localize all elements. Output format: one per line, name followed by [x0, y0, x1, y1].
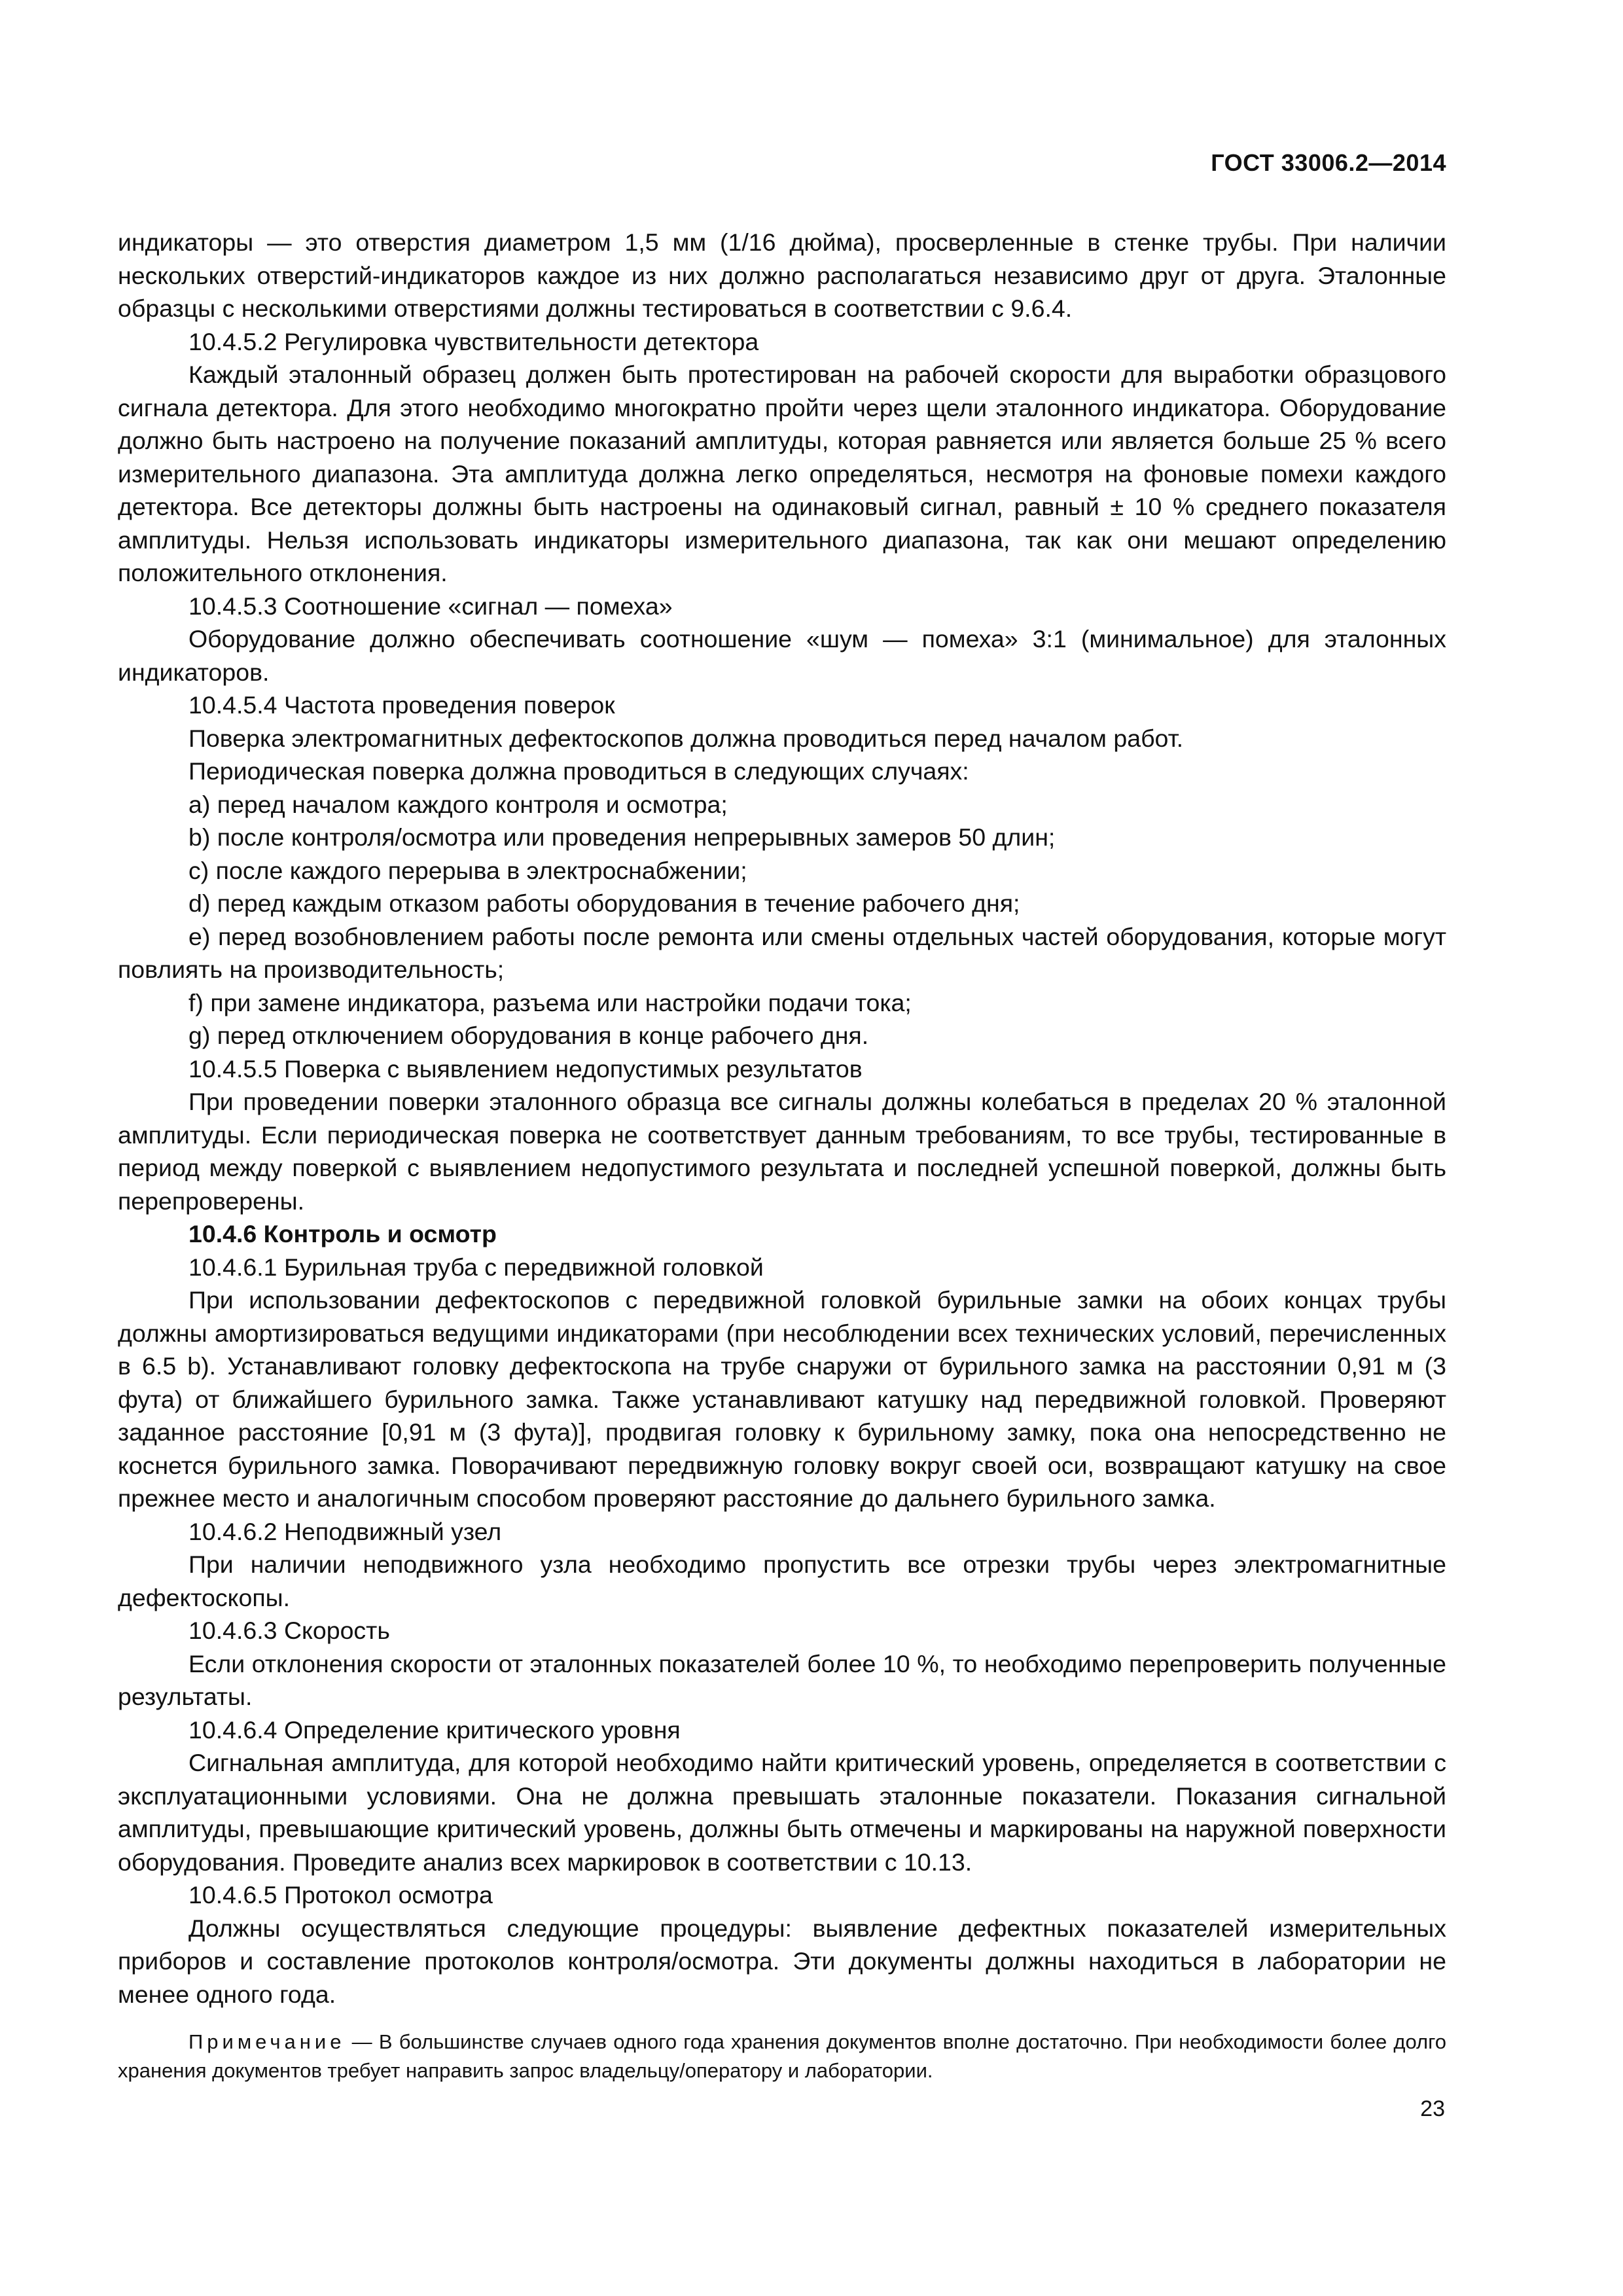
section-heading-bold: 10.4.6 Контроль и осмотр	[188, 1220, 497, 1247]
section-heading: 10.4.6.2 Неподвижный узел	[188, 1517, 502, 1545]
section-heading: 10.4.6.4 Определение критического уровня	[188, 1715, 681, 1744]
list-item: b) после контроля/осмотра или проведения непрерывных замеров 50 длин;	[188, 823, 1056, 851]
list-item: d) перед каждым отказом работы оборудования в течение рабочего дня;	[188, 889, 1020, 917]
list-item: a) перед началом каждого контроля и осмотра;	[188, 790, 728, 818]
section-heading: 10.4.5.4 Частота проведения поверок	[188, 691, 615, 719]
paragraph: Оборудование должно обеспечивать соотношение «шум — помеха» 3:1 (минимальное) для эталонных индикаторов.	[118, 625, 1446, 686]
list-item: c) после каждого перерыва в электроснабжении;	[188, 856, 747, 884]
paragraph: Сигнальная амплитуда, для которой необходимо найти критический уровень, определяется в соответствии с эксплуатационными условиями. Она не должна превышать эталонные показатели. Показания сигнальной амплитуды, превышающие критический уровень, должны быть отмечены и маркированы на наружной поверхности оборудования. Проведите анализ всех маркировок в соответствии с 10.13.	[118, 1749, 1446, 1876]
section-heading: 10.4.5.2 Регулировка чувствительности детектора	[188, 327, 759, 355]
section-heading: 10.4.6.1 Бурильная труба с передвижной головкой	[188, 1253, 764, 1281]
paragraph: При наличии неподвижного узла необходимо пропустить все отрезки трубы через электромагнитные дефектоскопы.	[118, 1551, 1446, 1611]
paragraph: Должны осуществляться следующие процедуры: выявление дефектных показателей измерительных приборов и составление протоколов контроля/осмотра. Эти документы должны находиться в лаборатории не менее одного года.	[118, 1914, 1446, 2008]
list-item: e) перед возобновлением работы после ремонта или смены отдельных частей оборудования, которые могут повлиять на производительность;	[118, 922, 1446, 983]
body-text	[118, 226, 1446, 2085]
note-label: Примечание	[188, 2030, 346, 2053]
section-heading: 10.4.6.5 Протокол осмотра	[188, 1881, 493, 1909]
paragraph: Периодическая поверка должна проводиться в следующих случаях:	[188, 757, 969, 785]
page-number: 23	[1420, 2096, 1445, 2121]
section-heading: 10.4.5.5 Поверка с выявлением недопустимых результатов	[188, 1054, 863, 1083]
note-text: — В большинстве случаев одного года хранения документов вполне достаточно. При необходимости более долго хранения документов требует направить запрос владельцу/оператору и лаборатории.	[118, 2030, 1446, 2082]
note	[118, 2028, 1446, 2085]
section-heading: 10.4.5.3 Соотношение «сигнал — помеха»	[188, 592, 673, 620]
paragraph: При использовании дефектоскопов с передвижной головкой бурильные замки на обоих концах трубы должны амортизироваться ведущими индикаторами (при несоблюдении всех технических условий, перечисленных в 6.5 b). Устанавливают головку дефектоскопа на трубе снаружи от бурильного замка на расстоянии 0,91 м (3 фута) от ближайшего бурильного замка. Также устанавливают катушку над передвижной головкой. Проверяют заданное расстояние [0,91 м (3 фута)], продвигая головку к бурильному замку, пока она непосредственно не коснется бурильного замка. Поворачивают передвижную головку вокруг своей оси, возвращают катушку на свое прежнее место и аналогичным способом проверяют расстояние до дальнего бурильного замка.	[118, 1286, 1446, 1512]
list-item: f) при замене индикатора, разъема или настройки подачи тока;	[188, 988, 912, 1016]
paragraph: Каждый эталонный образец должен быть протестирован на рабочей скорости для выработки образцового сигнала детектора. Для этого необходимо многократно пройти через щели эталонного индикатора. Оборудование должно быть настроено на получение показаний амплитуды, которая равняется или является больше 25 % всего измерительного диапазона. Эта амплитуда должна легко определяться, несмотря на фоновые помехи каждого детектора. Все детекторы должны быть настроены на одинаковый сигнал, равный ± 10 % среднего показателя амплитуды. Нельзя использовать индикаторы измерительного диапазона, так как они мешают определению положительного отклонения.	[118, 361, 1446, 586]
paragraph: При проведении поверки эталонного образца все сигналы должны колебаться в пределах 20 % эталонной амплитуды. Если периодическая поверка не соответствует данным требованиям, то все трубы, тестированные в период между поверкой с выявлением недопустимого результата и последней успешной поверкой, должны быть перепроверены.	[118, 1088, 1446, 1215]
paragraph: Поверка электромагнитных дефектоскопов должна проводиться перед началом работ.	[188, 724, 1184, 752]
paragraph: индикаторы — это отверстия диаметром 1,5 мм (1/16 дюйма), просверленные в стенке трубы. При наличии нескольких отверстий-индикаторов каждое из них должно располагаться независимо друг от друга. Эталонные образцы с несколькими отверстиями должны тестироваться в соответствии с 9.6.4.	[118, 228, 1446, 322]
standard-header: ГОСТ 33006.2—2014	[1211, 149, 1446, 176]
list-item: g) перед отключением оборудования в конце рабочего дня.	[188, 1022, 869, 1049]
section-heading: 10.4.6.3 Скорость	[188, 1617, 390, 1644]
paragraph: Если отклонения скорости от эталонных показателей более 10 %, то необходимо перепроверить полученные результаты.	[118, 1649, 1446, 1710]
